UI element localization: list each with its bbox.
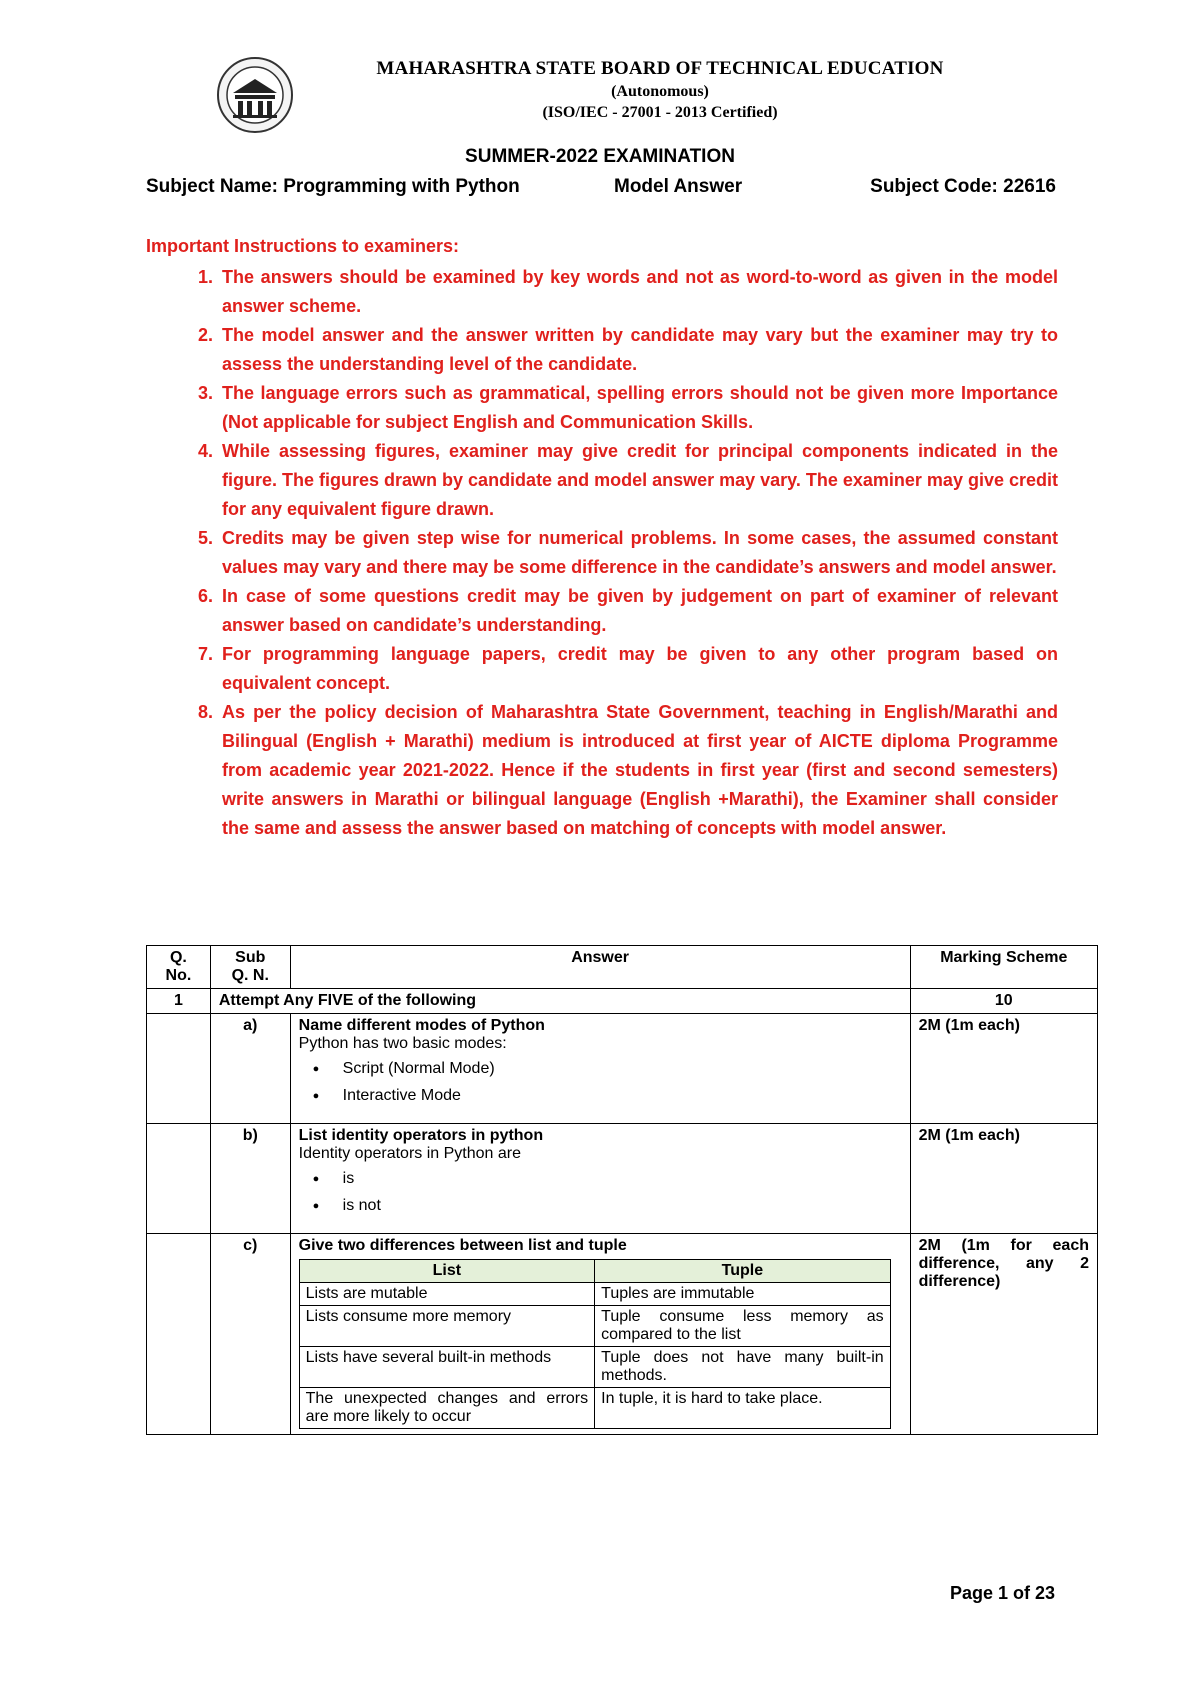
comparison-cell: Lists have several built-in methods bbox=[299, 1347, 595, 1388]
sub-question-label: c) bbox=[210, 1234, 290, 1435]
table-header-row bbox=[147, 946, 1098, 989]
answer-bullets bbox=[299, 1165, 902, 1219]
header-sub-q bbox=[210, 946, 290, 989]
answer-cell bbox=[290, 1124, 910, 1234]
list-item: ● Interactive Mode bbox=[343, 1082, 902, 1109]
comparison-row bbox=[299, 1388, 890, 1429]
comparison-header: Tuple bbox=[595, 1260, 891, 1283]
table-row bbox=[147, 1124, 1098, 1234]
instructions bbox=[146, 236, 1058, 843]
table-row bbox=[147, 1234, 1098, 1435]
instruction-item: 7. For programming language papers, credit may be given to any other program based on equivalent concept. bbox=[218, 640, 1058, 698]
sub-question-label: a) bbox=[210, 1014, 290, 1124]
comparison-row bbox=[299, 1347, 890, 1388]
board-name: MAHARASHTRA STATE BOARD OF TECHNICAL EDUCATION bbox=[376, 58, 944, 79]
header-q-no-line1: Q. bbox=[169, 949, 187, 966]
comparison-cell: Lists consume more memory bbox=[299, 1306, 595, 1347]
instruction-item: 5. Credits may be given step wise for numerical problems. In some cases, the assumed constant values may vary and there may be some difference in the candidate’s answers and model answer. bbox=[218, 524, 1058, 582]
certification-label: (ISO/IEC - 27001 - 2013 Certified) bbox=[542, 104, 778, 121]
sub-question-title: Give two differences between list and tuple bbox=[298, 1237, 627, 1254]
question-number: 1 bbox=[147, 989, 211, 1014]
board-logo-icon bbox=[215, 55, 295, 135]
header-q-no bbox=[147, 946, 211, 989]
answer-cell bbox=[290, 1234, 910, 1435]
answer-intro: Python has two basic modes: bbox=[298, 1035, 507, 1052]
comparison-cell: Tuples are immutable bbox=[595, 1283, 891, 1306]
header-sub-line1: Sub bbox=[235, 949, 266, 966]
instruction-item: 1. The answers should be examined by key words and not as word-to-word as given in the model answer scheme. bbox=[218, 263, 1058, 321]
question-title: Attempt Any FIVE of the following bbox=[210, 989, 910, 1014]
comparison-row bbox=[299, 1283, 890, 1306]
instructions-list bbox=[146, 263, 1058, 843]
header-sub-line2: Q. N. bbox=[231, 967, 269, 984]
list-item: ● Script (Normal Mode) bbox=[343, 1055, 902, 1082]
question-marks: 10 bbox=[910, 989, 1097, 1014]
instruction-item: 3. The language errors such as grammatical, spelling errors should not be given more Importance (Not applicable for subject English and Communication Skills. bbox=[218, 379, 1058, 437]
answer-bullets bbox=[299, 1055, 902, 1109]
comparison-cell: In tuple, it is hard to take place. bbox=[595, 1388, 891, 1429]
comparison-header-row bbox=[299, 1260, 890, 1283]
list-item: ● is bbox=[343, 1165, 902, 1192]
sub-question-label: b) bbox=[210, 1124, 290, 1234]
comparison-header: List bbox=[299, 1260, 595, 1283]
sub-question-title: Name different modes of Python bbox=[298, 1017, 545, 1034]
header-answer: Answer bbox=[290, 946, 910, 989]
page-number: Page 1 of 23 bbox=[949, 1583, 1055, 1603]
header-q-no-line2: No. bbox=[165, 967, 192, 984]
instructions-heading: Important Instructions to examiners: bbox=[146, 236, 460, 256]
instruction-item: 8. As per the policy decision of Maharashtra State Government, teaching in English/Marathi and Bilingual (English + Marathi) medium is introduced at first year of AICTE diploma Programme from academic year 2021-2022. Hence if the students in first year (first and second semesters) write answers in Marathi or bilingual language (English +Marathi), the Examiner shall consider the same and assess the answer based on matching of concepts with model answer. bbox=[218, 698, 1058, 843]
marking-cell: 2M (1m for each difference, any 2 difference) bbox=[910, 1234, 1097, 1435]
sub-question-title: List identity operators in python bbox=[298, 1127, 544, 1144]
subject-name: Subject Name: Programming with Python bbox=[146, 176, 520, 197]
header-marking: Marking Scheme bbox=[910, 946, 1097, 989]
answer-intro: Identity operators in Python are bbox=[298, 1145, 521, 1162]
instruction-item: 2. The model answer and the answer written by candidate may vary but the examiner may try to assess the understanding level of the candidate. bbox=[218, 321, 1058, 379]
comparison-row bbox=[299, 1306, 890, 1347]
subject-code: Subject Code: 22616 bbox=[870, 176, 1056, 197]
board-header bbox=[300, 58, 1020, 122]
empty-cell bbox=[147, 1234, 211, 1435]
answer-table bbox=[146, 945, 1098, 1435]
comparison-cell: The unexpected changes and errors are more likely to occur bbox=[299, 1388, 595, 1429]
comparison-cell: Lists are mutable bbox=[299, 1283, 595, 1306]
autonomous-label: (Autonomous) bbox=[611, 83, 709, 100]
empty-cell bbox=[147, 1124, 211, 1234]
comparison-cell: Tuple does not have many built-in methods. bbox=[595, 1347, 891, 1388]
answer-type: Model Answer bbox=[614, 176, 743, 197]
question-row bbox=[147, 989, 1098, 1014]
answer-cell bbox=[290, 1014, 910, 1124]
marking-cell: 2M (1m each) bbox=[910, 1014, 1097, 1124]
marking-cell: 2M (1m each) bbox=[910, 1124, 1097, 1234]
list-item: ● is not bbox=[343, 1192, 902, 1219]
instruction-item: 4. While assessing figures, examiner may give credit for principal components indicated in the figure. The figures drawn by candidate and model answer may vary. The examiner may give credit for any equivalent figure drawn. bbox=[218, 437, 1058, 524]
table-row bbox=[147, 1014, 1098, 1124]
comparison-table bbox=[299, 1259, 891, 1429]
instruction-item: 6. In case of some questions credit may be given by judgement on part of examiner of relevant answer based on candidate’s understanding. bbox=[218, 582, 1058, 640]
comparison-cell: Tuple consume less memory as compared to the list bbox=[595, 1306, 891, 1347]
exam-title: SUMMER-2022 EXAMINATION bbox=[465, 146, 735, 167]
empty-cell bbox=[147, 1014, 211, 1124]
